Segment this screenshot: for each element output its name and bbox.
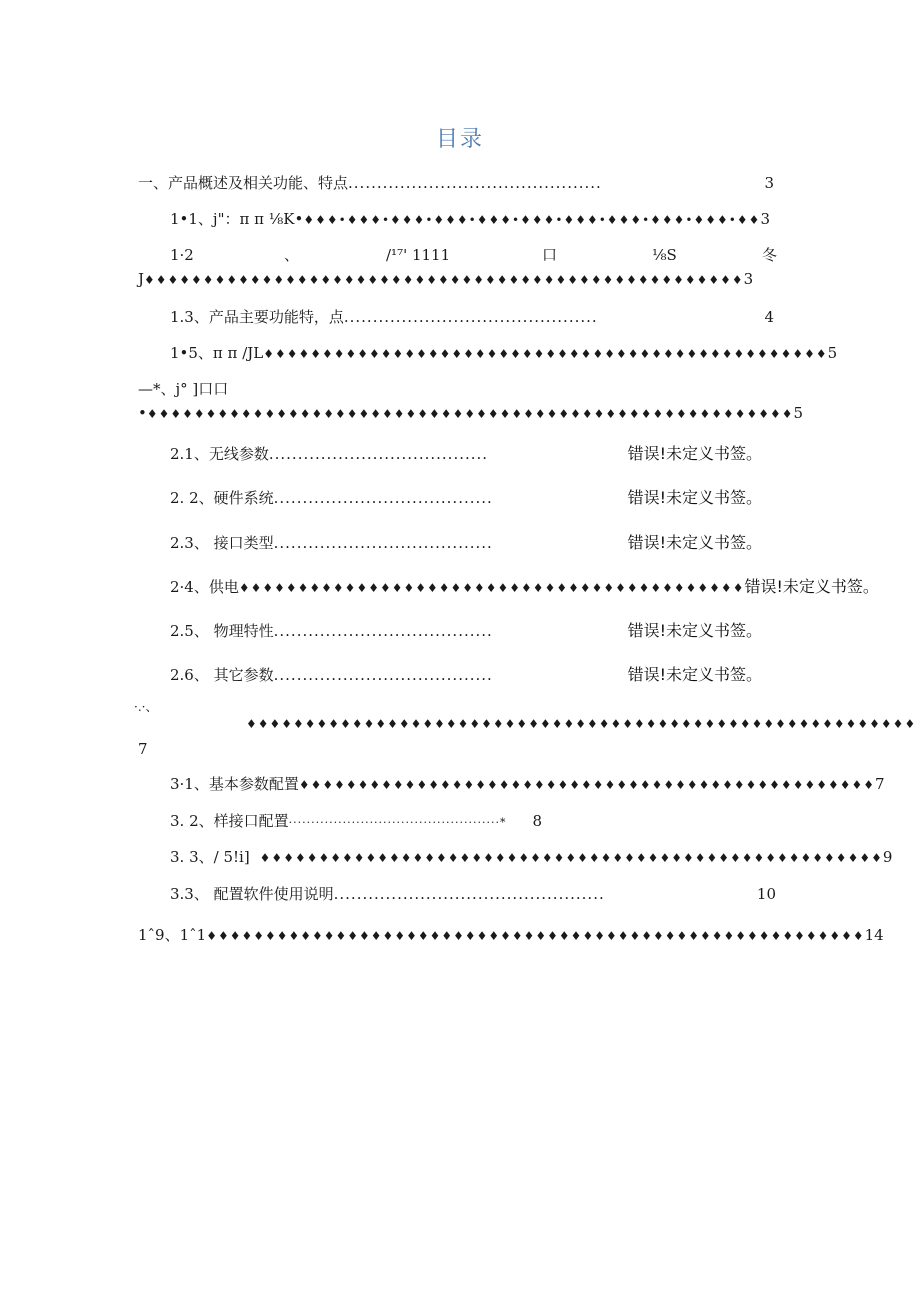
toc-entry-label: ·.·、 xyxy=(134,700,158,714)
toc-entry-label: 1•1、j"：π π ⅛K• xyxy=(170,210,304,228)
toc-entry-page: 错误!未定义书签。 xyxy=(627,621,762,640)
toc-entry-label: 2. 2、硬件系统 xyxy=(170,489,274,507)
toc-entry-leader: ............................................... xyxy=(333,885,605,903)
toc-entry-leader: ♦♦♦•♦♦♦•♦♦♦•♦♦♦•♦♦♦•♦♦♦•♦♦♦•♦♦♦•♦♦♦•♦♦♦•♦♦ xyxy=(303,213,761,227)
toc-entry[interactable] xyxy=(170,443,762,465)
toc-entry[interactable] xyxy=(170,342,838,364)
toc-entry-page: 7 xyxy=(138,740,148,758)
toc-entry-leader: ♦♦♦♦♦♦♦♦♦♦♦♦♦♦♦♦♦♦♦♦♦♦♦♦♦♦♦♦♦♦♦♦♦♦♦♦♦♦♦♦♦♦♦♦♦♦♦♦ xyxy=(263,347,828,361)
toc-entry[interactable] xyxy=(170,664,762,686)
toc-word: ⅛S xyxy=(652,246,677,264)
toc-entry[interactable] xyxy=(170,487,762,509)
toc-entry[interactable] xyxy=(246,713,917,735)
toc-entry[interactable] xyxy=(170,576,879,598)
toc-word: 、 xyxy=(284,246,300,264)
toc-entry[interactable] xyxy=(170,846,893,868)
toc-entry-page: 14 xyxy=(864,926,884,944)
toc-entry-page: 4 xyxy=(764,308,774,326)
toc-entry-leader: ♦♦♦♦♦♦♦♦♦♦♦♦♦♦♦♦♦♦♦♦♦♦♦♦♦♦♦♦♦♦♦♦♦♦♦♦♦♦♦♦♦♦♦♦♦♦♦♦♦ xyxy=(298,778,875,792)
toc-entry[interactable] xyxy=(138,924,884,946)
toc-entry-leader: ♦♦♦♦♦♦♦♦♦♦♦♦♦♦♦♦♦♦♦♦♦♦♦♦♦♦♦♦♦♦♦♦♦♦♦♦♦♦♦♦♦♦♦♦♦♦♦♦♦♦♦♦♦ xyxy=(259,851,883,865)
toc-entry-label: 2.1、无线参数 xyxy=(170,445,269,463)
toc-entry-page: 7 xyxy=(875,775,885,793)
toc-entry-page: 9 xyxy=(882,848,893,866)
toc-entry-leader: ...................................... xyxy=(273,489,493,507)
toc-entry-page: 错误!未定义书签。 xyxy=(627,444,762,463)
toc-entry[interactable] xyxy=(138,268,754,290)
toc-entry-label: 1•5、π π /JL xyxy=(170,344,264,362)
toc-entry-leader: ...................................... xyxy=(273,622,493,640)
toc-entry[interactable] xyxy=(138,402,804,424)
toc-entry-page: 10 xyxy=(756,885,776,903)
toc-entry-label: 1.3、产品主要功能特，点 xyxy=(170,308,344,326)
toc-entry-leader: ♦♦♦♦♦♦♦♦♦♦♦♦♦♦♦♦♦♦♦♦♦♦♦♦♦♦♦♦♦♦♦♦♦♦♦♦♦♦♦♦♦♦♦♦♦♦♦♦♦♦♦♦♦♦♦ xyxy=(146,407,794,421)
toc-entry-label: 3. 2、样接口配置 xyxy=(170,812,289,830)
toc-entry-label: • xyxy=(138,404,147,422)
toc-entry-page: 错误!未定义书签。 xyxy=(744,577,879,596)
toc-entry-leader: ............................................ xyxy=(348,174,602,192)
toc-entry[interactable] xyxy=(170,773,885,795)
toc-entry-page: 3 xyxy=(743,270,754,288)
toc-entry[interactable] xyxy=(170,532,762,554)
toc-entry[interactable] xyxy=(138,172,774,194)
toc-entry-leader: ♦♦♦♦♦♦♦♦♦♦♦♦♦♦♦♦♦♦♦♦♦♦♦♦♦♦♦♦♦♦♦♦♦♦♦♦♦♦♦♦♦♦♦♦♦♦♦♦♦♦♦♦♦♦♦♦ xyxy=(206,929,865,943)
toc-entry-label: 2.5、 物理特性 xyxy=(170,622,274,640)
toc-word: 1·2 xyxy=(170,246,194,264)
toc-entry-page: 5 xyxy=(793,404,804,422)
toc-entry-label: 2.6、 其它参数 xyxy=(170,666,274,684)
toc-word: 冬 xyxy=(762,246,778,264)
toc-entry-page: 3 xyxy=(764,174,774,192)
toc-entry[interactable] xyxy=(170,810,542,832)
toc-entry-leader: ♦♦♦♦♦♦♦♦♦♦♦♦♦♦♦♦♦♦♦♦♦♦♦♦♦♦♦♦♦♦♦♦♦♦♦♦♦♦♦♦♦♦♦♦♦♦♦♦♦♦♦ xyxy=(144,273,744,287)
toc-entry[interactable] xyxy=(170,883,776,905)
toc-entry[interactable] xyxy=(170,208,770,230)
toc-entry-page: 3 xyxy=(760,210,770,228)
toc-entry-page: 错误!未定义书签。 xyxy=(627,533,762,552)
toc-entry[interactable] xyxy=(170,620,762,642)
toc-entry-leader: ...................................... xyxy=(273,666,493,684)
toc-entry-label: 1ˆ9、1ˆ1 xyxy=(138,926,207,944)
toc-entry-label[interactable]: —*、j° ]口口 xyxy=(138,380,229,398)
toc-entry-page: 错误!未定义书签。 xyxy=(627,488,762,507)
toc-entry-label: 3. 3、/ 5!i] xyxy=(170,848,250,866)
toc-entry-page: 8 xyxy=(532,812,542,830)
toc-word: /¹⁷' 1111 xyxy=(386,246,451,264)
toc-entry-page: 5 xyxy=(827,344,838,362)
toc-entry-leader: ............................................ xyxy=(343,308,598,326)
toc-entry-label: 2.3、 接口类型 xyxy=(170,534,274,552)
toc-entry-label: 3.3、 配置软件使用说明 xyxy=(170,885,334,903)
toc-entry[interactable] xyxy=(170,306,774,328)
toc-entry-label: J xyxy=(138,270,145,288)
toc-entry-label: 3·1、基本参数配置 xyxy=(170,775,299,793)
toc-entry-leader: ...................................... xyxy=(273,534,493,552)
toc-entry-label: 2·4、供电 xyxy=(170,578,239,596)
toc-word: 口 xyxy=(542,246,558,264)
toc-entry-leader: ···············································* xyxy=(288,816,507,829)
toc-entry-label: 一、产品概述及相关功能、特点 xyxy=(138,174,349,192)
toc-title: 目录 xyxy=(435,127,484,152)
toc-entry-page: 错误!未定义书签。 xyxy=(627,665,762,684)
toc-entry-leader: ♦♦♦♦♦♦♦♦♦♦♦♦♦♦♦♦♦♦♦♦♦♦♦♦♦♦♦♦♦♦♦♦♦♦♦♦♦♦♦♦♦♦♦♦♦♦♦♦♦♦♦♦♦♦♦♦♦ xyxy=(246,717,917,731)
toc-entry-leader: ♦♦♦♦♦♦♦♦♦♦♦♦♦♦♦♦♦♦♦♦♦♦♦♦♦♦♦♦♦♦♦♦♦♦♦♦♦♦♦♦♦♦♦ xyxy=(238,581,745,595)
toc-entry-leader: ...................................... xyxy=(268,445,489,463)
toc-entry-justified xyxy=(138,244,778,266)
